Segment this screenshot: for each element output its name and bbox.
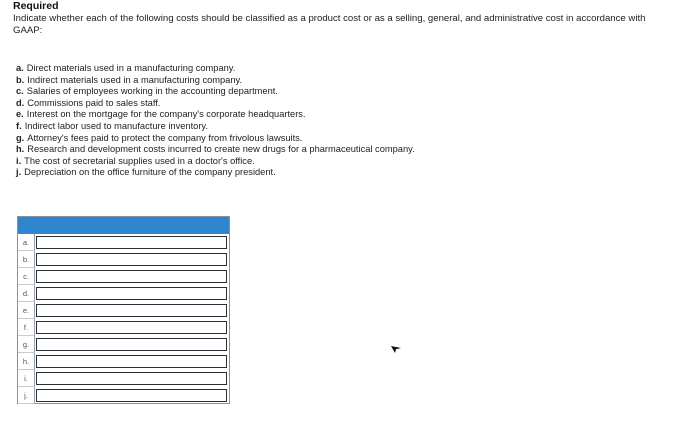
row-label: i. xyxy=(18,370,35,387)
item-text: Indirect labor used to manufacture inventory. xyxy=(24,120,208,131)
item-text: Research and development costs incurred to create new drugs for a pharmaceutical company. xyxy=(27,144,415,155)
row-label: f. xyxy=(18,319,35,336)
item-letter: c. xyxy=(16,86,24,97)
required-heading: Required xyxy=(13,0,59,12)
table-row xyxy=(18,268,229,285)
table-row xyxy=(18,336,229,353)
list-item xyxy=(16,109,415,121)
table-row xyxy=(18,353,229,370)
item-letter: g. xyxy=(16,132,25,143)
table-header xyxy=(18,217,229,234)
table-row xyxy=(18,370,229,387)
list-item xyxy=(16,121,415,133)
answer-input-g[interactable] xyxy=(36,338,227,351)
item-letter: d. xyxy=(16,97,25,108)
item-text: Commissions paid to sales staff. xyxy=(27,97,161,108)
cost-item-list xyxy=(16,63,415,179)
item-text: Salaries of employees working in the accounting department. xyxy=(26,86,278,97)
row-label: a. xyxy=(18,234,35,251)
list-item xyxy=(16,75,415,87)
item-letter: j. xyxy=(16,167,22,178)
answer-input-a[interactable] xyxy=(36,236,227,249)
row-label: h. xyxy=(18,353,35,370)
item-text: Direct materials used in a manufacturing company. xyxy=(26,63,236,73)
item-letter: a. xyxy=(16,63,24,73)
list-item xyxy=(16,156,415,168)
answer-input-j[interactable] xyxy=(36,389,227,402)
table-row xyxy=(18,285,229,302)
answer-input-c[interactable] xyxy=(36,270,227,283)
list-item xyxy=(16,133,415,145)
instructions-text: Indicate whether each of the following costs should be classified as a product cost or as a selling, general, and administrative cost in accordance with GAAP: xyxy=(13,13,646,36)
row-label: c. xyxy=(18,268,35,285)
row-label: b. xyxy=(18,251,35,268)
mouse-pointer-icon xyxy=(390,342,402,354)
row-label: j. xyxy=(18,387,35,404)
list-item xyxy=(16,86,415,98)
row-label: d. xyxy=(18,285,35,302)
item-letter: b. xyxy=(16,74,25,85)
row-label: g. xyxy=(18,336,35,353)
table-row xyxy=(18,234,229,251)
answer-input-e[interactable] xyxy=(36,304,227,317)
answer-input-d[interactable] xyxy=(36,287,227,300)
list-item xyxy=(16,98,415,110)
table-row xyxy=(18,387,229,404)
table-row xyxy=(18,251,229,268)
answer-input-b[interactable] xyxy=(36,253,227,266)
classification-answer-table xyxy=(17,216,230,404)
row-label: e. xyxy=(18,302,35,319)
answer-input-h[interactable] xyxy=(36,355,227,368)
list-item xyxy=(16,167,415,179)
answer-input-i[interactable] xyxy=(36,372,227,385)
item-text: Interest on the mortgage for the company's corporate headquarters. xyxy=(26,109,306,120)
item-text: Attorney's fees paid to protect the company from frivolous lawsuits. xyxy=(27,132,303,143)
item-text: Depreciation on the office furniture of the company president. xyxy=(24,167,276,178)
item-letter: f. xyxy=(16,120,22,131)
answer-input-f[interactable] xyxy=(36,321,227,334)
item-letter: h. xyxy=(16,144,25,155)
table-row xyxy=(18,302,229,319)
table-row xyxy=(18,319,229,336)
list-item xyxy=(16,63,415,75)
item-letter: i. xyxy=(16,155,22,166)
list-item xyxy=(16,144,415,156)
item-letter: e. xyxy=(16,109,24,120)
item-text: Indirect materials used in a manufacturing company. xyxy=(27,74,243,85)
item-text: The cost of secretarial supplies used in a doctor's office. xyxy=(24,155,255,166)
